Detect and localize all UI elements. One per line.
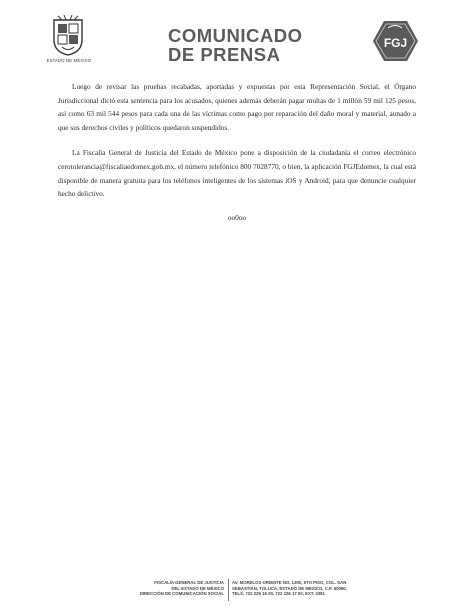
emblem-caption: ESTADO DE MÉXICO <box>46 58 92 63</box>
estado-de-mexico-emblem-icon <box>50 14 86 56</box>
paragraph-2: La Fiscalía General de Justicia del Estado de México pone a disposición de la ciudadanía el correo electrónico cerotolerancia@fiscaliaedomex.gob.mx, el número telefónico 800 7028770, o bien, la aplicación FGJEdomex, la cual está disponible de manera gratuita para los teléfonos inteligentes de los sistemas iOS y Android, para que denuncie cualquier hecho delictivo. <box>58 148 416 199</box>
footer-address <box>232 580 382 597</box>
press-release-title <box>168 26 308 64</box>
article-body <box>58 80 416 222</box>
footer-institution-line: DIRECCIÓN DE COMUNICACIÓN SOCIAL <box>139 591 224 597</box>
footer-address-line: TELS. 722 226 16 00, 722 226 17 00, EXT. 3381 <box>232 591 325 597</box>
fgj-logo-icon <box>372 20 419 62</box>
footer-institution <box>120 580 224 597</box>
footer-institution-line: FISCALÍA GENERAL DE JUSTICIA <box>154 580 224 585</box>
paragraph-1: Luego de revisar las pruebas recabadas, aportadas y expuestas por esta Representación Social, el Órgano Jurisdiccional dictó esta sentencia para los acusados, quienes además deberán pagar multas de 1 millón 59 mil 125 pesos, así como 63 mil 544 pesos para cada una de las víctimas como pago por reparación del daño moral y material, aunado a que sus derechos civiles y políticos quedaron suspendidos. <box>58 82 416 132</box>
fgj-logo-text: FGJ <box>383 36 408 50</box>
closing-mark: oo0oo <box>227 212 247 222</box>
footer-divider <box>228 579 229 601</box>
page-footer <box>0 576 474 604</box>
footer-institution-line: DEL ESTADO DE MÉXICO <box>171 585 224 591</box>
title-line-2: DE PRENSA <box>168 44 281 65</box>
title-line-1: COMUNICADO <box>168 25 303 46</box>
footer-address-line: SEBASTIÁN, TOLUCA, ESTADO DE MÉXICO, C.P. 50090, <box>232 585 347 591</box>
page-header <box>0 0 474 78</box>
footer-address-line: AV. MORELOS ORIENTE NO. 1300, 6TO PISO, COL. SAN <box>232 580 347 585</box>
